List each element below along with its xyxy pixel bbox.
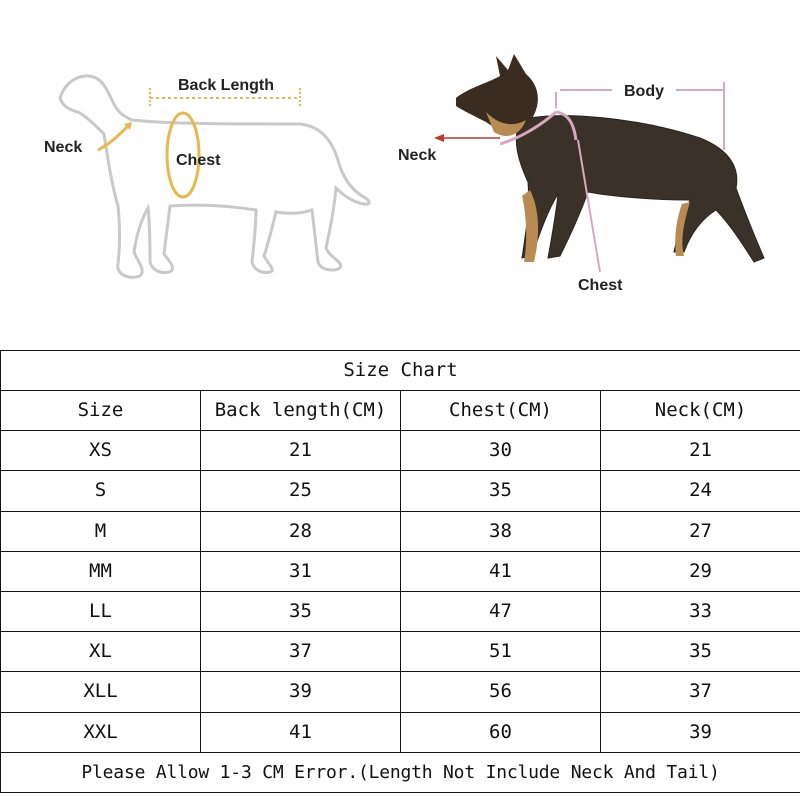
header-row [1,391,800,431]
table-row [1,672,800,712]
dog-outline-silhouette [60,76,369,277]
table-row [1,471,800,511]
left-chest-label: Chest [176,152,221,169]
size-chart-table [0,350,800,793]
measurement-figure [0,0,800,350]
error-note: Please Allow 1-3 CM Error.(Length Not Include Neck And Tail) [1,752,800,792]
back-length-cell: 25 [201,471,401,511]
title-row [1,351,800,391]
size-cell: S [1,471,201,511]
chest-cell: 41 [401,551,601,591]
neck-cell: 24 [601,471,800,511]
dog-head-shape [456,54,538,131]
size-cell: XL [1,632,201,672]
right-chest-label: Chest [578,277,623,294]
size-cell: XLL [1,672,201,712]
measurement-illustration [0,0,800,350]
table-row [1,511,800,551]
back-length-cell: 41 [201,712,401,752]
size-cell: LL [1,591,201,631]
table-row [1,431,800,471]
size-cell: XS [1,431,201,471]
header-neck: Neck(CM) [601,391,800,431]
chest-cell: 30 [401,431,601,471]
neck-cell: 33 [601,591,800,631]
neck-cell: 29 [601,551,800,591]
neck-cell: 35 [601,632,800,672]
chest-cell: 35 [401,471,601,511]
back-length-cell: 39 [201,672,401,712]
note-row [1,752,800,792]
table-row [1,591,800,631]
neck-cell: 37 [601,672,800,712]
table-row [1,551,800,591]
chest-cell: 47 [401,591,601,631]
size-cell: MM [1,551,201,591]
size-chart-title: Size Chart [1,351,800,391]
back-length-cell: 21 [201,431,401,471]
back-length-cell: 28 [201,511,401,551]
chest-cell: 51 [401,632,601,672]
header-back-length: Back length(CM) [201,391,401,431]
back-length-cell: 37 [201,632,401,672]
dog-outline-diagram [44,76,369,277]
neck-cell: 39 [601,712,800,752]
back-length-label: Back Length [177,77,275,94]
right-neck-label: Neck [398,147,437,164]
chest-cell: 60 [401,712,601,752]
neck-cell: 27 [601,511,800,551]
chest-cell: 56 [401,672,601,712]
header-size: Size [1,391,201,431]
left-neck-label: Neck [44,139,83,156]
dog-body-shape [516,116,764,262]
dog-photo-illustration [398,54,764,294]
size-cell: XXL [1,712,201,752]
body-label: Body [624,83,664,100]
header-chest: Chest(CM) [401,391,601,431]
back-length-cell: 31 [201,551,401,591]
size-cell: M [1,511,201,551]
table-row [1,632,800,672]
neck-pointer-head [434,134,444,142]
chest-cell: 38 [401,511,601,551]
neck-cell: 21 [601,431,800,471]
back-length-cell: 35 [201,591,401,631]
table-row [1,712,800,752]
